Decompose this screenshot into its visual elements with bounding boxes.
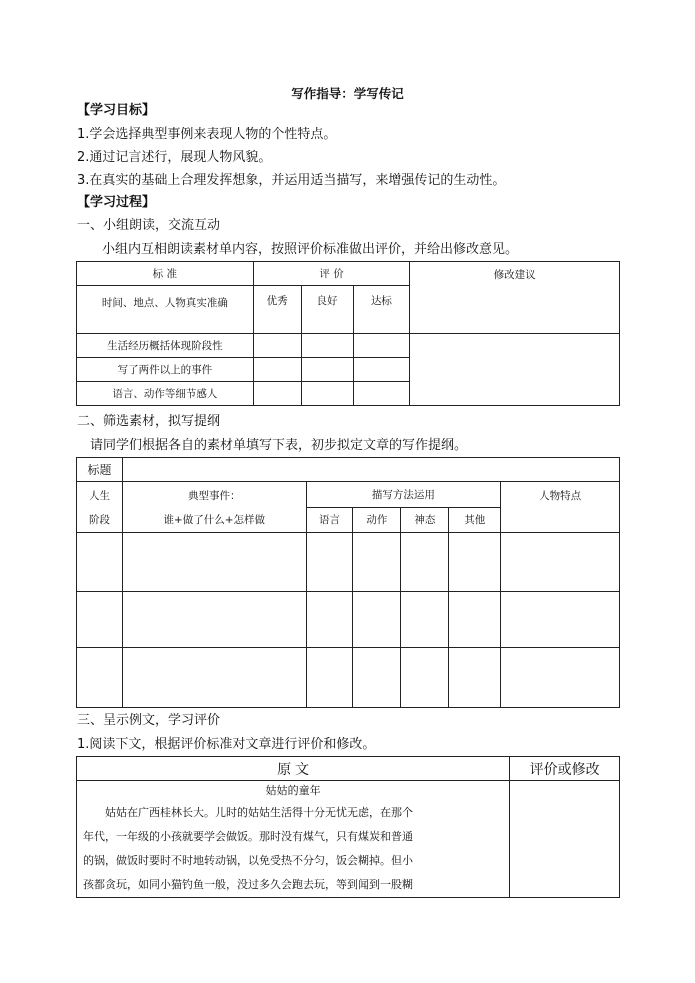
table2-method-other: 其他 — [449, 507, 501, 533]
essay-line: 年代，一年级的小孩就要学会做饭。那时没有煤气，只有煤炭和普通 — [83, 830, 413, 843]
table2-method-action: 动作 — [353, 507, 401, 533]
table2-cell[interactable] — [353, 648, 401, 708]
table2-cell[interactable] — [122, 648, 306, 708]
table2-cell[interactable] — [306, 533, 353, 592]
table1-cell[interactable] — [301, 358, 353, 382]
table2-stage-label-1: 人生 — [88, 490, 110, 502]
table2-cell[interactable] — [353, 592, 401, 648]
table2-cell[interactable] — [77, 648, 123, 708]
table2-event-label-2: 谁+做了什么+怎样做 — [163, 514, 266, 526]
essay-line: 孩都贪玩，如同小猫钓鱼一般，没过多久会跑去玩，等到闻到一股糊 — [83, 878, 413, 891]
table2-cell[interactable] — [401, 592, 449, 648]
table1-criterion: 时间、地点、人物真实准确 — [77, 286, 254, 334]
table1-cell[interactable] — [353, 334, 410, 358]
goal-2: 2.通过记言述行，展现人物风貌。 — [77, 150, 272, 165]
table1-header-standard: 标 准 — [77, 262, 254, 286]
table1-cell[interactable] — [301, 382, 353, 406]
table3-header-eval: 评价或修改 — [510, 757, 620, 781]
section1-heading: 一、小组朗读，交流互动 — [77, 218, 221, 233]
table2-method-language: 语言 — [306, 507, 353, 533]
table2-method-expression: 神态 — [401, 507, 449, 533]
table2-cell[interactable] — [401, 533, 449, 592]
table2-cell[interactable] — [306, 592, 353, 648]
table1-cell[interactable] — [253, 334, 301, 358]
sample-essay-table — [76, 756, 620, 898]
table2-cell[interactable] — [306, 648, 353, 708]
goal-3: 3.在真实的基础上合理发挥想象，并运用适当描写，来增强传记的生动性。 — [77, 173, 506, 188]
table1-header-suggest: 修改建议 — [410, 262, 620, 334]
section3-instruction: 1.阅读下文，根据评价标准对文章进行评价和修改。 — [77, 737, 376, 752]
table1-suggest-cell[interactable] — [410, 334, 620, 406]
table2-cell[interactable] — [353, 533, 401, 592]
table2-cell[interactable] — [122, 533, 306, 592]
goals-heading: 【学习目标】 — [77, 103, 156, 118]
section2-heading: 二、筛选素材，拟写提纲 — [77, 414, 221, 429]
table1-criterion: 语言、动作等细节感人 — [77, 382, 254, 406]
table2-event-label — [122, 482, 306, 533]
table1-grade-excellent: 优秀 — [253, 286, 301, 334]
table1-cell[interactable] — [353, 358, 410, 382]
table2-cell[interactable] — [449, 648, 501, 708]
table2-cell[interactable] — [77, 592, 123, 648]
table2-title-label: 标题 — [77, 458, 123, 482]
outline-table — [76, 457, 620, 708]
table2-method-label: 描写方法运用 — [306, 482, 501, 508]
table1-criterion: 生活经历概括体现阶段性 — [77, 334, 254, 358]
process-heading: 【学习过程】 — [77, 195, 156, 210]
table3-header-original: 原 文 — [77, 757, 510, 781]
table2-stage-label — [77, 482, 123, 533]
page-title: 写作指导：学写传记 — [291, 86, 404, 101]
table2-title-input[interactable] — [122, 458, 619, 482]
essay-line: 的锅，做饭时要时不时地转动锅，以免受热不分匀，饭会糊掉。但小 — [83, 854, 413, 867]
table2-stage-label-2: 阶段 — [88, 514, 110, 526]
evaluation-table — [76, 261, 620, 406]
table2-cell[interactable] — [77, 533, 123, 592]
table2-cell[interactable] — [122, 592, 306, 648]
table2-cell[interactable] — [449, 592, 501, 648]
table1-cell[interactable] — [353, 382, 410, 406]
essay-title: 姑姑的童年 — [265, 784, 321, 797]
table2-cell[interactable] — [501, 533, 620, 592]
section2-instruction: 请同学们根据各自的素材单填写下表，初步拟定文章的写作提纲。 — [90, 438, 468, 453]
table2-event-label-1: 典型事件： — [187, 490, 241, 502]
table1-cell[interactable] — [301, 334, 353, 358]
section1-instruction: 小组内互相朗读素材单内容，按照评价标准做出评价，并给出修改意见。 — [102, 242, 519, 257]
table2-cell[interactable] — [401, 648, 449, 708]
table2-cell[interactable] — [449, 533, 501, 592]
table2-trait-label: 人物特点 — [501, 482, 620, 533]
table1-grade-pass: 达标 — [353, 286, 410, 334]
goal-1: 1.学会选择典型事例来表现人物的个性特点。 — [77, 127, 337, 142]
essay-line: 姑姑在广西桂林长大。儿时的姑姑生活得十分无忧无虑，在那个 — [105, 806, 413, 819]
table1-cell[interactable] — [253, 358, 301, 382]
section3-heading: 三、呈示例文，学习评价 — [77, 713, 221, 728]
table1-cell[interactable] — [253, 382, 301, 406]
table1-grade-good: 良好 — [301, 286, 353, 334]
table2-cell[interactable] — [501, 592, 620, 648]
table1-criterion: 写了两件以上的事件 — [77, 358, 254, 382]
table1-header-eval: 评 价 — [253, 262, 410, 286]
table3-eval-cell[interactable] — [510, 781, 620, 898]
essay-body — [77, 781, 510, 898]
table2-cell[interactable] — [501, 648, 620, 708]
